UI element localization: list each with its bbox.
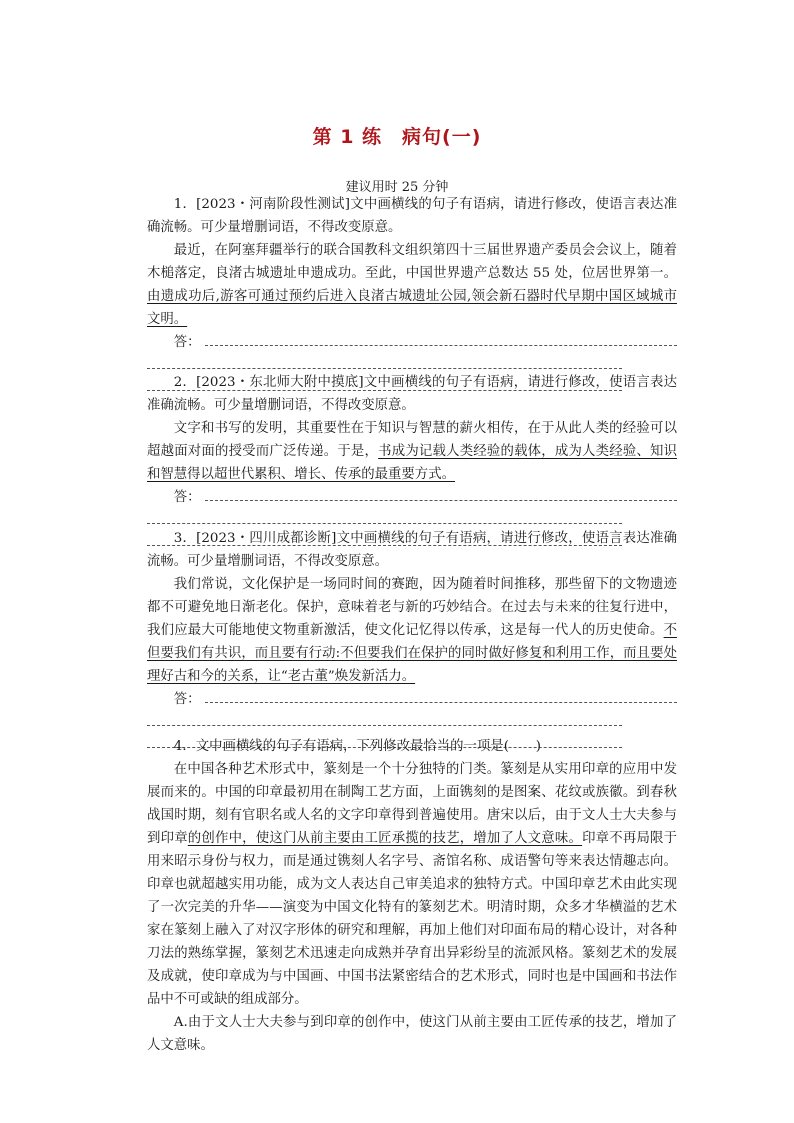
question-3-answer-line[interactable]	[147, 688, 677, 711]
question-3	[147, 527, 677, 755]
answer-label: 答：	[173, 490, 201, 505]
question-4-underlined: 的创作中，使这门从前主要由工匠承揽的技艺，增加了人文意味。	[187, 831, 583, 846]
answer-label: 答：	[173, 692, 201, 707]
question-1-text: 最近，在阿塞拜疆举行的联合国教科文组织第四十三届世界遗产委员会会议上，随着木槌落定，良渚古城遗址申遗成功。至此，中国世界遗产总数达 55 处，位居世界第一。	[147, 243, 677, 281]
question-4-prompt: 4．文中画横线的句子有语病，下列修改最恰当的一项是( )	[173, 739, 541, 754]
question-3-answer-line-2[interactable]	[147, 711, 677, 733]
question-2-text: 文字和书写的发明，其重要性在于知识与智慧的薪火相传，在于从此人类的经验可以超越面对面的授受而广泛传递。于是，	[147, 421, 677, 459]
question-2-underlined: 书成为记载人类经验的载体，成为人类经验、知识和智慧得以超世代累积、增长、传承的最重要方式。	[147, 444, 678, 482]
question-3-text: 我们常说，文化保护是一场同时间的赛跑，因为随着时间推移，那些留下的文物遗迹都不可避免地日渐老化。保护，意味着老与新的巧妙结合。在过去与未来的往复行进中，我们应最大可能地使文物重新激活，使文化记忆得以传承，这是每一代人的历史使命。	[147, 577, 677, 638]
question-1-answer-line[interactable]	[147, 331, 677, 354]
time-suggestion: 建议用时 25 分钟	[345, 180, 449, 195]
question-4	[147, 735, 677, 1057]
question-4-text-after: 印章不再局限于用来昭示身份与权力，而是通过镌刻人名字号、斋馆名称、成语警句等来表达情趣志向。印章也就超越实用功能，成为文人表达自己审美追求的独特方式。中国印章艺术由此实现了一次完美的升华——演变为中国文化特有的篆刻艺术。明清时期，众多才华横溢的艺术家在篆刻上融入了对汉字形体的研究和理解，再加上他们对印面布局的精心设计，对各种刀法的熟练掌握，篆刻艺术迅速走向成熟并孕育出异彩纷呈的流派风格。篆刻艺术的发展及成就，使印章成为与中国画、中国书法紧密结合的艺术形式，同时也是中国画和书法作品中不可或缺的组成部分。	[147, 831, 678, 1007]
question-3-prompt: 3．[2023・四川成都诊断]文中画横线的句子有语病，请进行修改，使语言表达准确流畅。可少量增删词语，不得改变原意。	[147, 531, 677, 569]
question-1-passage	[147, 239, 677, 331]
question-2	[147, 371, 677, 553]
question-4-passage	[147, 758, 677, 1011]
question-2-passage	[147, 417, 677, 486]
question-1-underlined: 由遗成功后,游客可通过预约后进入良渚古城遗址公园,领会新石器时代早期中国区域城市文明。	[147, 289, 677, 327]
page-title: 第 1 练 病句(一)	[312, 126, 482, 148]
question-3-underlined: 不但要我们有共识，而且要有行动:不但要我们在保护的同时做好修复和利用工作，而且要处理好古和今的关系，让“老古董”焕发新活力。	[147, 623, 677, 684]
question-4-option-a[interactable]: A.由于文人士大夫参与到印章的创作中，使这门从前主要由工匠传承的技艺，增加了人文意味。	[147, 1015, 677, 1053]
question-2-prompt: 2．[2023・东北师大附中摸底]文中画横线的句子有语病，请进行修改，使语言表达准确流畅。可少量增删词语，不得改变原意。	[147, 375, 677, 413]
answer-label: 答：	[173, 335, 201, 350]
question-1	[147, 193, 677, 398]
question-3-passage	[147, 573, 677, 688]
question-1-prompt: 1．[2023・河南阶段性测试]文中画横线的句子有语病，请进行修改，使语言表达准确流畅。可少量增删词语，不得改变原意。	[147, 197, 677, 235]
question-4-text-before: 在中国各种艺术形式中，篆刻是一个十分独特的门类。篆刻是从实用印章的应用中发展而来的。中国的印章最初用在制陶工艺方面，上面镌刻的是图案、花纹或族徽。到春秋战国时期，刻有官职名或人名的文字印章得到普遍使用。唐宋以后，由于文人士大夫参与到印章	[147, 762, 677, 846]
question-2-answer-line[interactable]	[147, 486, 677, 509]
